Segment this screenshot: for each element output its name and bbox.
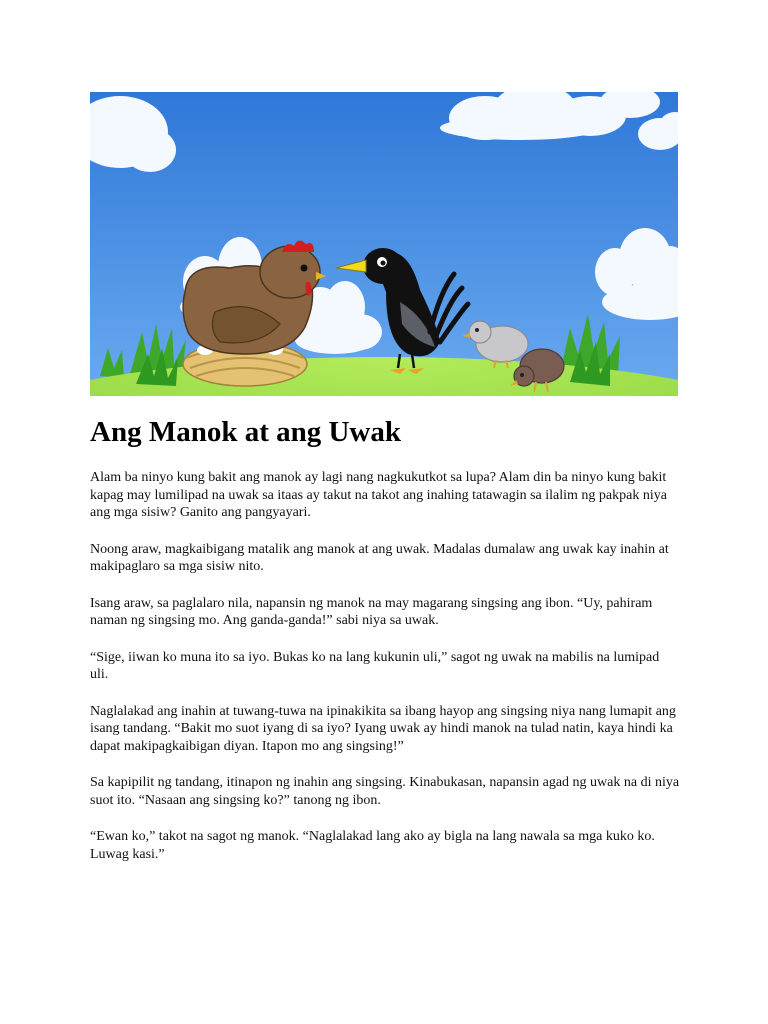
story-body	[90, 469, 680, 882]
story-paragraph: Alam ba ninyo kung bakit ang manok ay lagi nang nagkukutkot sa lupa? Alam din ba ninyo kung bakit kapag may lumilipad na uwak sa itaas ay takut na takot ang inahing tatawagin sa ilalim ng pakpak niya ang mga sisiw? Ganito ang pangyayari.	[90, 470, 667, 520]
story-paragraph: “Ewan ko,” takot na sagot ng manok. “Naglalakad lang ako ay bigla na lang nawala sa mga kuko ko. Luwag kasi.”	[90, 829, 655, 862]
story-paragraph: “Sige, iiwan ko muna ito sa iyo. Bukas ko na lang kukunin uli,” sagot ng uwak na mabilis na lumipad uli.	[90, 649, 660, 682]
story-paragraph: Sa kapipilit ng tandang, itinapon ng inahin ang singsing. Kinabukasan, napansin agad ng uwak na di niya suot ito. “Nasaan ang singsing ko?” tanong ng ibon.	[90, 775, 680, 808]
story-illustration	[90, 92, 678, 396]
story-title: Ang Manok at ang Uwak	[90, 416, 401, 448]
story-paragraph: Isang araw, sa paglalaro nila, napansin ng manok na may magarang singsing ang ibon. “Uy, pahiram naman ng singsing mo. Ang ganda-ganda!” sabi niya sa uwak.	[90, 595, 653, 628]
story-paragraph: Naglalakad ang inahin at tuwang-tuwa na ipinakikita sa ibang hayop ang singsing niya nang lumapit ang isang tandang. “Bakit mo suot iyang di sa iyo? Iyang uwak ay hindi manok na tulad natin, kaya hindi ka dapat makipagkaibigan diyan. Itapon mo ang singsing!”	[90, 703, 676, 754]
story-illustration-svg	[90, 92, 678, 396]
story-paragraph: Noong araw, magkaibigang matalik ang manok at ang uwak. Madalas dumalaw ang uwak kay inahin at makipaglaro sa mga sisiw nito.	[90, 541, 669, 574]
